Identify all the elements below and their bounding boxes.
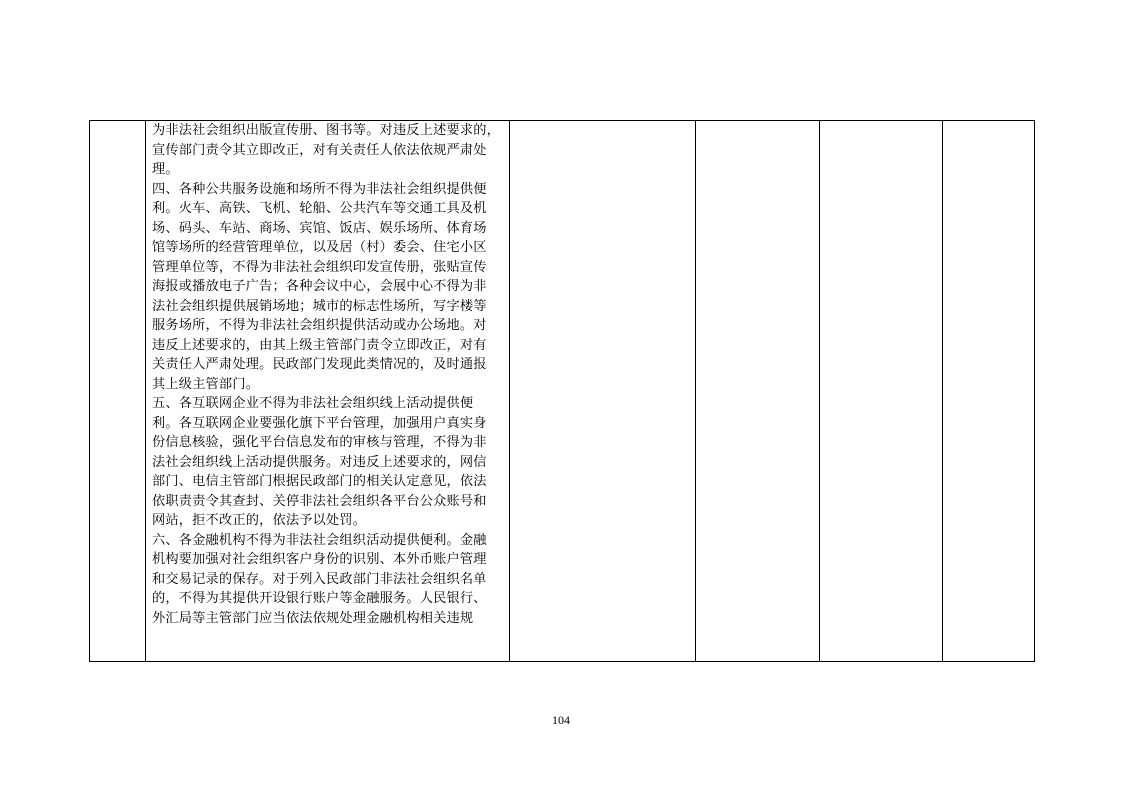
content-line: 管理单位等，不得为非法社会组织印发宣传册，张贴宣传 xyxy=(152,259,487,275)
content-line: 海报或播放电子广告；各种会议中心，会展中心不得为非 xyxy=(152,279,487,294)
content-line: 宣传部门责令其立即改正，对有关责任人依法依规严肃处 xyxy=(152,142,487,158)
content-line: 违反上述要求的，由其上级主管部门责令立即改正，对有 xyxy=(152,337,487,353)
content-line: 五、各互联网企业不得为非法社会组织线上活动提供便 xyxy=(152,396,474,411)
content-line: 法社会组织提供展销场地；城市的标志性场所，写字楼等 xyxy=(152,298,487,314)
content-text xyxy=(152,121,506,628)
table-cell-empty-1 xyxy=(510,121,696,662)
content-line: 六、各金融机构不得为非法社会组织活动提供便利。金融 xyxy=(152,532,487,548)
content-line: 外汇局等主管部门应当依法依规处理金融机构相关违规 xyxy=(152,610,474,626)
table-cell-empty-4 xyxy=(943,121,1035,662)
content-line: 利。火车、高铁、飞机、轮船、公共汽车等交通工具及机 xyxy=(152,201,487,216)
regulation-table xyxy=(89,120,1035,662)
table-cell-index xyxy=(90,121,146,662)
content-line: 依职责责令其查封、关停非法社会组织各平台公众账号和 xyxy=(152,493,487,509)
content-line: 和交易记录的保存。对于列入民政部门非法社会组织名单 xyxy=(152,571,487,587)
content-line: 服务场所，不得为非法社会组织提供活动或办公场地。对 xyxy=(152,318,487,333)
table-cell-empty-2 xyxy=(696,121,820,662)
content-line: 部门、电信主管部门根据民政部门的相关认定意见，依法 xyxy=(152,474,487,489)
content-line: 场、码头、车站、商场、宾馆、饭店、娱乐场所、体育场 xyxy=(152,220,487,236)
content-line: 机构要加强对社会组织客户身份的识别、本外币账户管理 xyxy=(152,552,487,567)
table-cell-empty-3 xyxy=(820,121,943,662)
content-line: 其上级主管部门。 xyxy=(152,376,260,392)
content-line: 为非法社会组织出版宣传册、图书等。对违反上述要求的， xyxy=(152,123,501,138)
page-number: 104 xyxy=(552,713,570,727)
table-cell-content xyxy=(146,121,510,662)
content-line: 理。 xyxy=(152,162,179,177)
content-line: 法社会组织线上活动提供服务。对违反上述要求的，网信 xyxy=(152,454,487,470)
content-line: 份信息核验，强化平台信息发布的审核与管理，不得为非 xyxy=(152,435,487,450)
content-line: 关责任人严肃处理。民政部门发现此类情况的，及时通报 xyxy=(152,357,487,372)
content-line: 馆等场所的经营管理单位，以及居（村）委会、住宅小区 xyxy=(152,240,487,255)
table-row xyxy=(90,121,1035,662)
content-line: 网站，拒不改正的，依法予以处罚。 xyxy=(152,513,367,528)
content-line: 的，不得为其提供开设银行账户等金融服务。人民银行、 xyxy=(152,591,487,606)
content-line: 利。各互联网企业要强化旗下平台管理，加强用户真实身 xyxy=(152,415,487,431)
content-line: 四、各种公共服务设施和场所不得为非法社会组织提供便 xyxy=(152,181,487,197)
